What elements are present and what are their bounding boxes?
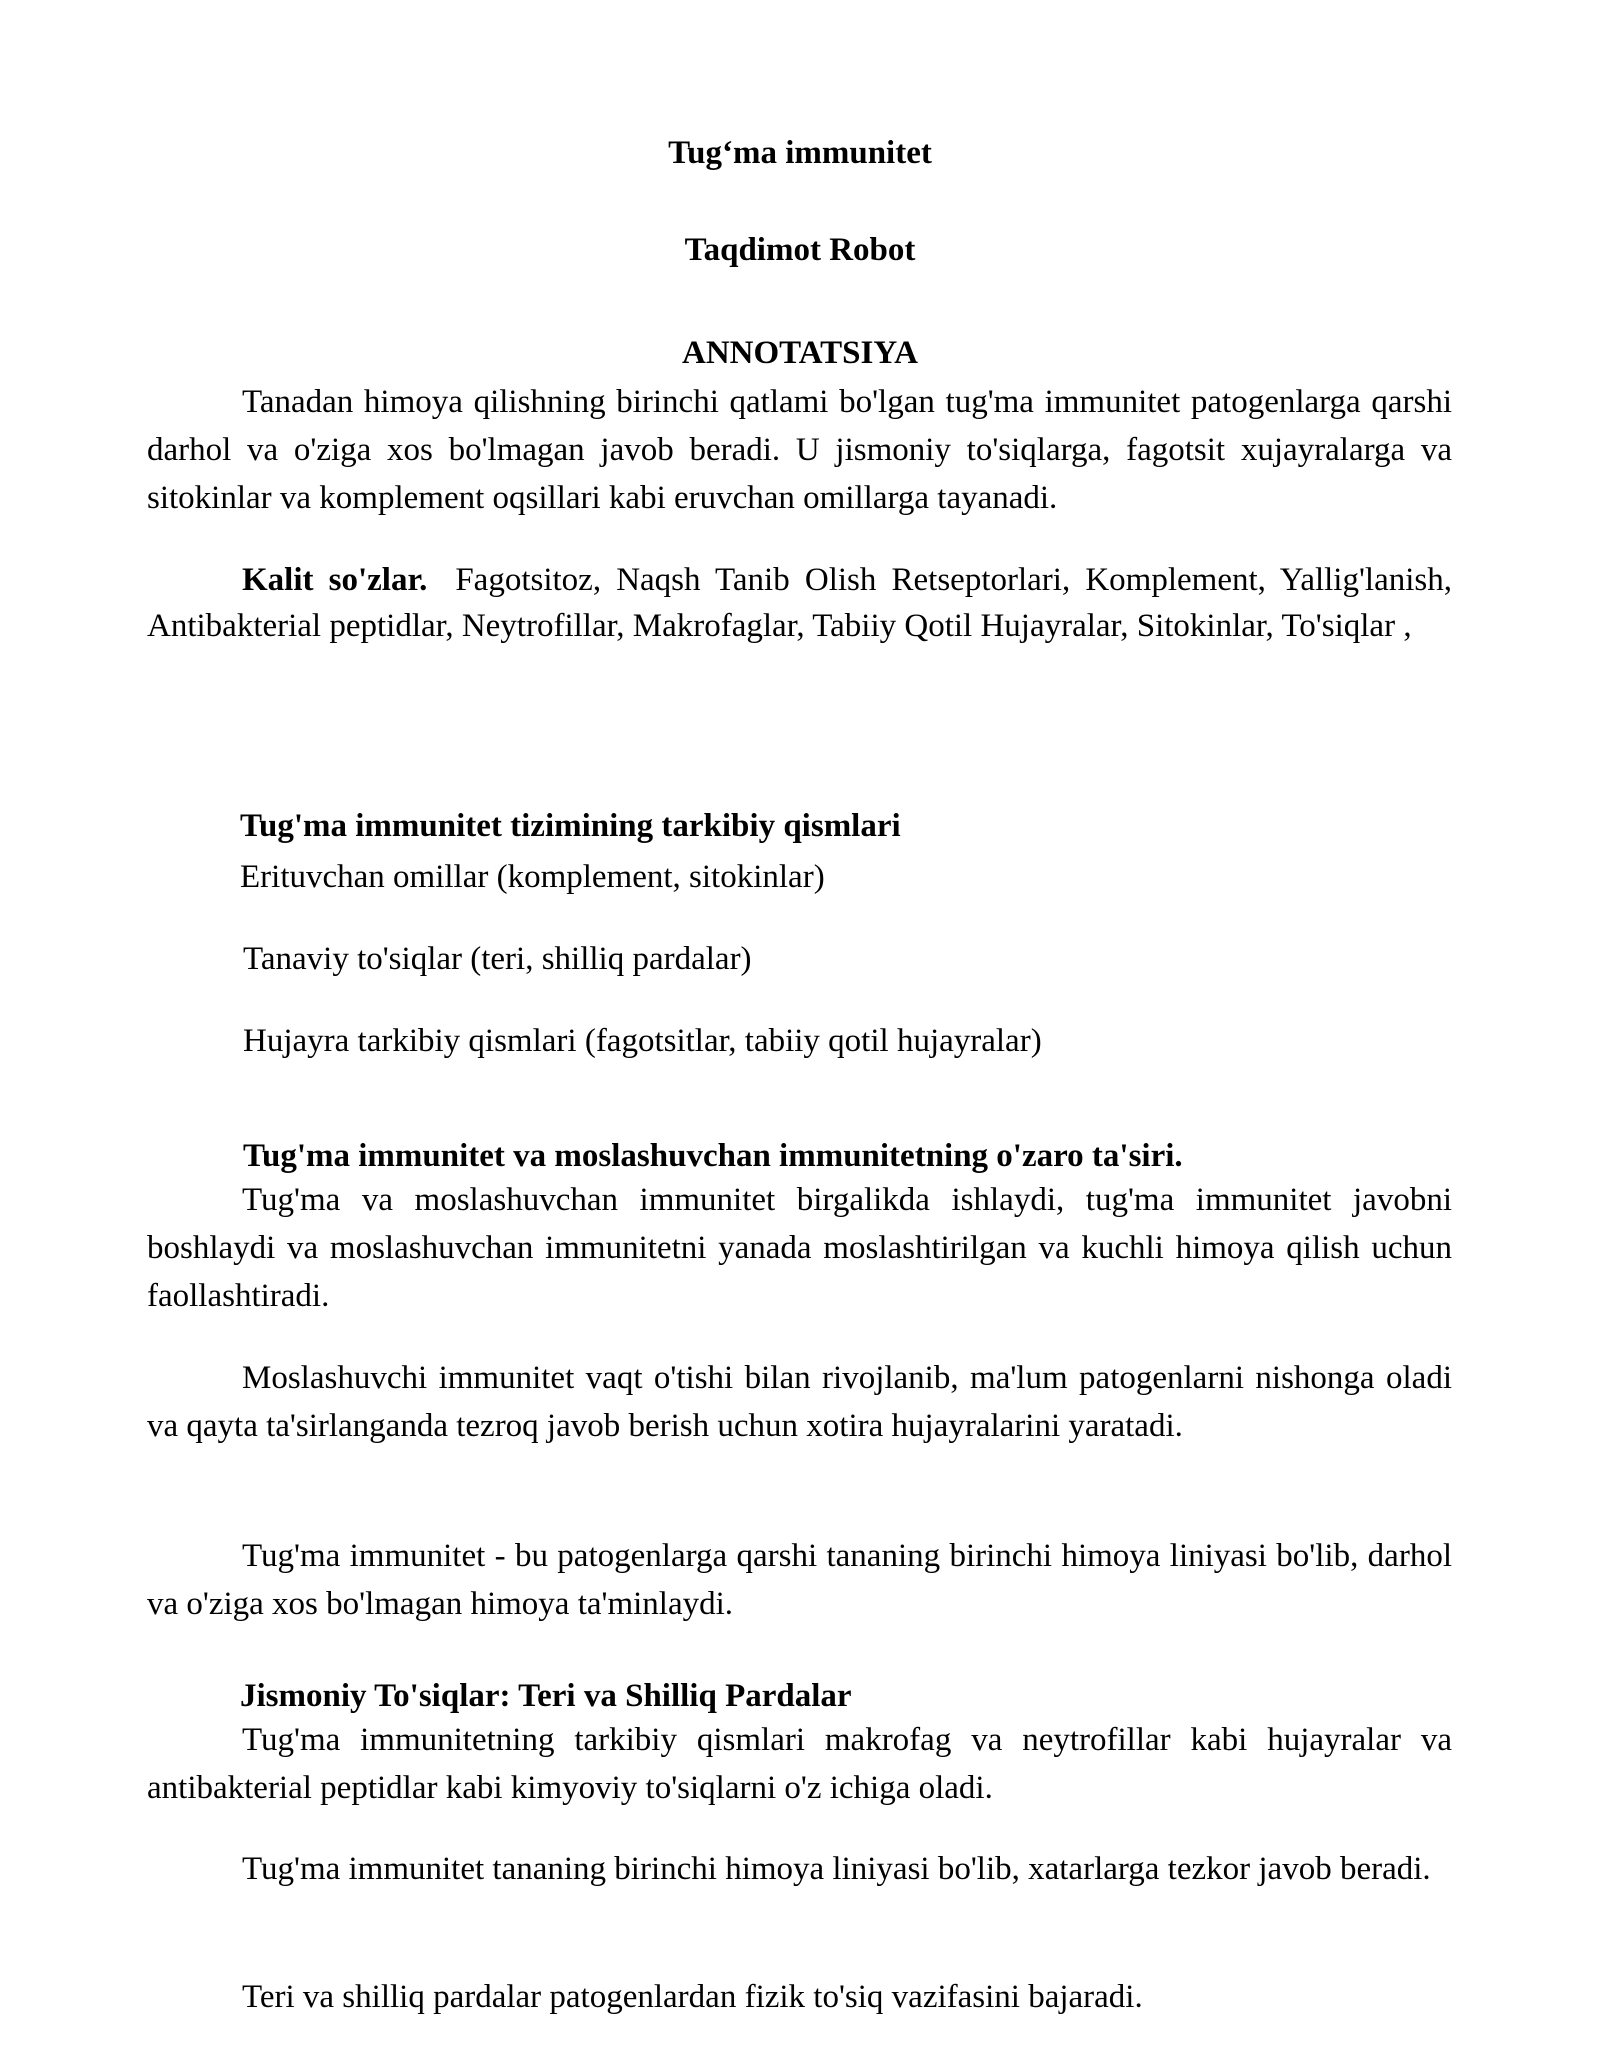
abstract-heading: ANNOTATSIYA: [682, 335, 918, 371]
paragraph: Moslashuvchi immunitet vaqt o'tishi bilan rivojlanib, ma'lum patogenlarni nishonga oladi va qayta ta'sirlanganda tezroq javob berish uchun xotira hujayralarini yaratadi.: [147, 1360, 1452, 1444]
document-author: Taqdimot Robot: [684, 232, 916, 268]
section-heading-interaction: Tug'ma immunitet va moslashuvchan immunitetning o'zaro ta'siri.: [243, 1138, 1183, 1174]
section-heading-barriers: Jismoniy To'siqlar: Teri va Shilliq Pardalar: [240, 1678, 852, 1714]
document-title: Tug‘ma immunitet: [668, 135, 932, 171]
paragraph: Tug'ma va moslashuvchan immunitet birgalikda ishlaydi, tug'ma immunitet javobni boshlaydi va moslashuvchan immunitetni yanada moslashtirilgan va kuchli himoya qilish uchun faollashtiradi.: [147, 1182, 1452, 1314]
paragraph: Tug'ma immunitet tananing birinchi himoya liniyasi bo'lib, xatarlarga tezkor javob beradi.: [242, 1851, 1431, 1887]
list-item: Hujayra tarkibiy qismlari (fagotsitlar, tabiiy qotil hujayralar): [243, 1023, 1042, 1059]
paragraph: Teri va shilliq pardalar patogenlardan fizik to'siq vazifasini bajaradi.: [242, 1979, 1143, 2015]
section-heading-components: Tug'ma immunitet tizimining tarkibiy qismlari: [240, 808, 901, 844]
paragraph: Tug'ma immunitetning tarkibiy qismlari makrofag va neytrofillar kabi hujayralar va antibakterial peptidlar kabi kimyoviy to'siqlarni o'z ichiga oladi.: [147, 1722, 1452, 1806]
list-item: Erituvchan omillar (komplement, sitokinlar): [240, 859, 825, 895]
abstract-paragraph: Tanadan himoya qilishning birinchi qatlami bo'lgan tug'ma immunitet patogenlarga qarshi darhol va o'ziga xos bo'lmagan javob beradi. U jismoniy to'siqlarga, fagotsit xujayralarga va sitokinlar va komplement oqsillari kabi eruvchan omillarga tayanadi.: [147, 384, 1452, 516]
paragraph: Tug'ma immunitet - bu patogenlarga qarshi tananing birinchi himoya liniyasi bo'lib, darhol va o'ziga xos bo'lmagan himoya ta'minlaydi.: [147, 1538, 1452, 1622]
keywords-text: Fagotsitoz, Naqsh Tanib Olish Retseptorlari, Komplement, Yallig'lanish, Antibakterial peptidlar, Neytrofillar, Makrofaglar, Tabiiy Qotil Hujayralar, Sitokinlar, To'siqlar ,: [147, 562, 1452, 644]
list-item: Tanaviy to'siqlar (teri, shilliq pardalar): [243, 941, 752, 977]
keywords-label: Kalit so'zlar.: [242, 562, 428, 598]
keywords-paragraph: [147, 557, 1452, 649]
